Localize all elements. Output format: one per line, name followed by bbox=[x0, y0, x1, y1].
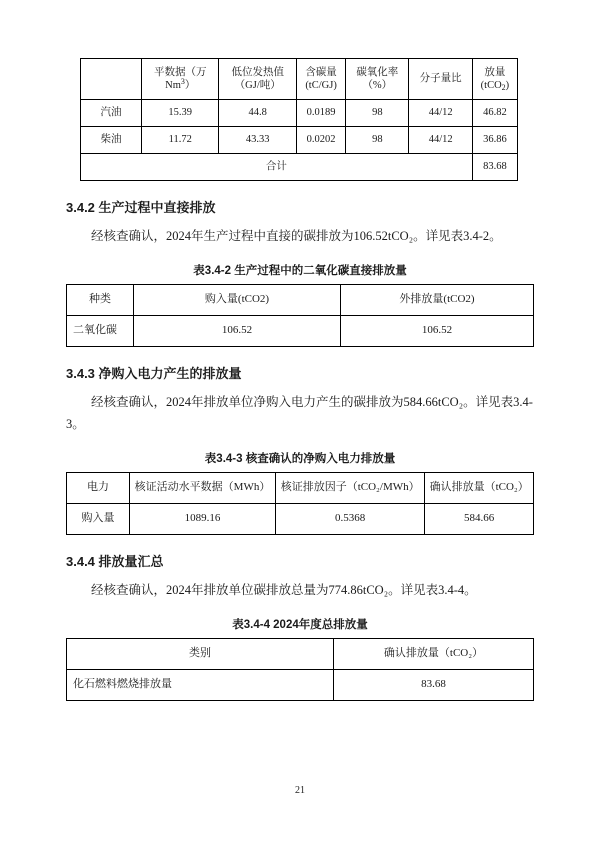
table-row bbox=[67, 503, 534, 534]
table-header-row bbox=[67, 284, 534, 315]
page-number: 21 bbox=[295, 785, 305, 796]
cell-fuel-name: 柴油 bbox=[81, 127, 142, 154]
table-row bbox=[81, 100, 518, 127]
table-header-row bbox=[67, 638, 534, 669]
cell-category: 化石燃料燃烧排放量 bbox=[67, 669, 334, 700]
cell-confirmed-emission: 584.66 bbox=[425, 503, 534, 534]
col-header-activity-level: 核证活动水平数据（MWh） bbox=[130, 472, 276, 503]
heading-3-4-3: 3.4.3 净购入电力产生的排放量 bbox=[66, 365, 242, 381]
cell-type: 二氧化碳 bbox=[67, 315, 134, 346]
col-header-exported: 外排放量(tCO2) bbox=[341, 284, 534, 315]
cell-activity-data: 15.39 bbox=[142, 100, 219, 127]
table-total-row bbox=[81, 154, 518, 181]
process-emission-table bbox=[66, 284, 534, 347]
cell-heating-value: 43.33 bbox=[219, 127, 296, 154]
col-header-heating-value: 低位发热值 （GJ/吨） bbox=[219, 59, 296, 100]
col-header-confirmed-emission: 确认排放量（tCO₂） bbox=[425, 472, 534, 503]
cell-molecular-ratio: 44/12 bbox=[409, 127, 472, 154]
cell-exported: 106.52 bbox=[341, 315, 534, 346]
caption-table-3-4-4: 表3.4-4 2024年度总排放量 bbox=[232, 618, 368, 631]
col-header-category: 类别 bbox=[67, 638, 334, 669]
cell-total-label: 合计 bbox=[81, 154, 473, 181]
col-header-type: 种类 bbox=[67, 284, 134, 315]
cell-activity-level: 1089.16 bbox=[130, 503, 276, 534]
table-row bbox=[81, 127, 518, 154]
caption-table-3-4-3: 表3.4-3 核查确认的净购入电力排放量 bbox=[204, 452, 396, 465]
paragraph-3-4-2: 经核查确认，2024年生产过程中直接的碳排放为106.52tCO₂。详见表3.4-2。 bbox=[91, 229, 502, 243]
cell-molecular-ratio: 44/12 bbox=[409, 100, 472, 127]
cell-heating-value: 44.8 bbox=[219, 100, 296, 127]
cell-total-value: 83.68 bbox=[472, 154, 517, 181]
cell-confirmed-emission: 83.68 bbox=[334, 669, 534, 700]
purchased-electricity-table bbox=[66, 472, 534, 535]
col-header-activity-data: 平数据（万 Nm$^3$） bbox=[142, 59, 219, 100]
paragraph-3-4-4: 经核查确认，2024年排放单位碳排放总量为774.86tCO₂。详见表3.4-4。 bbox=[91, 582, 477, 597]
page-content bbox=[66, 58, 534, 701]
table-row bbox=[67, 315, 534, 346]
cell-emission: 46.82 bbox=[472, 100, 517, 127]
cell-electricity-label: 购入量 bbox=[67, 503, 130, 534]
col-header-molecular-ratio: 分子量比 bbox=[409, 59, 472, 100]
col-header-blank bbox=[81, 59, 142, 100]
heading-3-4-2: 3.4.2 生产过程中直接排放 bbox=[66, 200, 216, 215]
col-header-emission: 放量 (tCO$_2$) bbox=[472, 59, 517, 100]
col-header-carbon-content: 含碳量 (tC/GJ) bbox=[296, 59, 345, 100]
heading-3-4-4: 3.4.4 排放量汇总 bbox=[66, 553, 164, 569]
cell-purchased: 106.52 bbox=[134, 315, 341, 346]
fossil-fuel-table bbox=[80, 58, 518, 181]
table-header-row bbox=[81, 59, 518, 100]
table-row bbox=[67, 669, 534, 700]
caption-table-3-4-2: 表3.4-2 生产过程中的二氧化碳直接排放量 bbox=[193, 264, 407, 277]
col-header-oxidation-rate: 碳氧化率 （%） bbox=[346, 59, 409, 100]
col-header-confirmed-emission: 确认排放量（tCO₂） bbox=[334, 638, 534, 669]
table-header-row bbox=[67, 472, 534, 503]
cell-emission-factor: 0.5368 bbox=[276, 503, 425, 534]
cell-carbon-content: 0.0189 bbox=[296, 100, 345, 127]
col-header-emission-factor: 核证排放因子（tCO₂/MWh） bbox=[276, 472, 425, 503]
paragraph-3-4-3: 经核查确认，2024年排放单位净购入电力产生的碳排放为584.66tCO₂。详见表3.4-3。 bbox=[66, 394, 533, 431]
total-emission-table bbox=[66, 638, 534, 701]
cell-oxidation-rate: 98 bbox=[346, 100, 409, 127]
cell-oxidation-rate: 98 bbox=[346, 127, 409, 154]
col-header-purchased: 购入量(tCO2) bbox=[134, 284, 341, 315]
cell-fuel-name: 汽油 bbox=[81, 100, 142, 127]
cell-activity-data: 11.72 bbox=[142, 127, 219, 154]
col-header-electricity: 电力 bbox=[67, 472, 130, 503]
cell-emission: 36.86 bbox=[472, 127, 517, 154]
cell-carbon-content: 0.0202 bbox=[296, 127, 345, 154]
